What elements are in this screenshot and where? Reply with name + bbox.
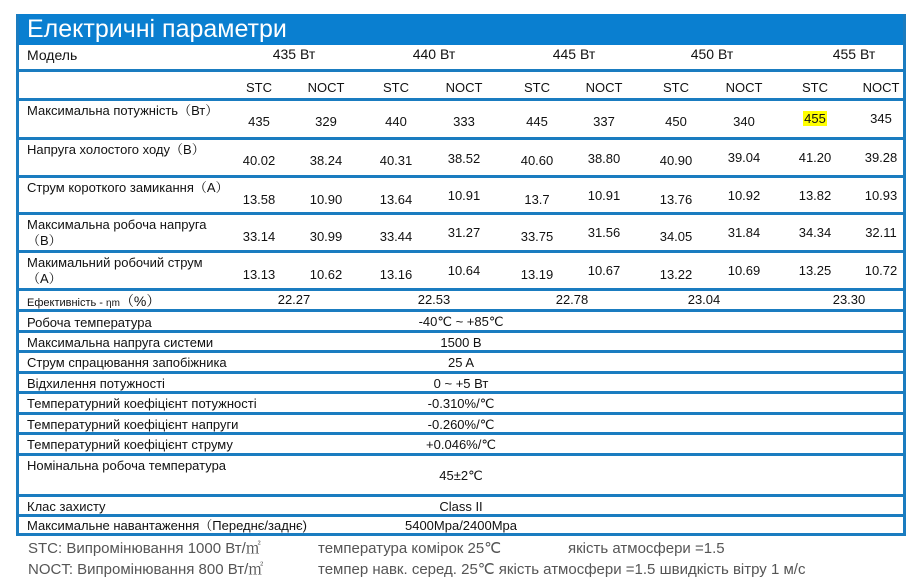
value-cell: 440 (385, 114, 407, 129)
cond-cell: NOCT (307, 80, 345, 95)
eta-symbol: ηm (106, 298, 120, 309)
value-cell: 13.16 (379, 267, 413, 282)
value-cell: 38.52 (447, 151, 481, 166)
cond-cell: STC (663, 80, 689, 95)
efficiency-value: 23.30 (832, 292, 866, 307)
value-cell: 13.76 (659, 192, 693, 207)
fuse-current-row (19, 350, 903, 371)
stc-note (28, 538, 805, 559)
value-cell: 40.31 (379, 153, 413, 168)
value-cell: 40.60 (520, 153, 554, 168)
row-value: 1500 В (440, 335, 482, 350)
value-cell: 13.64 (379, 192, 413, 207)
value-cell: 31.84 (727, 225, 761, 240)
value-cell: 13.13 (242, 267, 276, 282)
row-value: -0.260%/℃ (427, 417, 495, 432)
row-label: Максимальна потужність（Вт） (27, 103, 219, 118)
value-cell: 10.91 (447, 188, 481, 203)
value-cell: 337 (593, 114, 615, 129)
row-value: +0.046%/℃ (426, 437, 496, 452)
row-label-line2: （В） (27, 233, 62, 248)
value-cell: 32.11 (865, 225, 897, 240)
value-cell: 10.67 (587, 263, 621, 278)
efficiency-value: 22.78 (555, 292, 589, 307)
open-circuit-voltage-row (19, 137, 903, 175)
value-cell: 39.04 (727, 150, 761, 165)
operating-temperature-row (19, 309, 903, 330)
table-title: Електричні параметри (19, 14, 903, 45)
electrical-parameters-table (16, 14, 906, 536)
row-label-line1: Максимальна робоча напруга (27, 217, 207, 232)
efficiency-value: 22.27 (277, 292, 311, 307)
model-label: Модель (27, 47, 78, 63)
value-cell: 10.91 (587, 188, 621, 203)
max-operating-voltage-row (19, 212, 903, 250)
model-445: 445 Вт (552, 46, 596, 62)
row-label: Напруга холостого ходу（В） (27, 142, 205, 157)
value-cell: 34.05 (659, 229, 693, 244)
value-cell: 31.56 (587, 225, 621, 240)
conditions-row (19, 69, 903, 98)
value-cell: 33.44 (379, 229, 413, 244)
row-value: 45±2℃ (439, 468, 483, 483)
value-cell: 13.25 (798, 263, 832, 278)
noct-conditions: темпер навк. серед. 25℃ якість атмосфери =1.5 швидкість вітру 1 м/с (318, 561, 806, 578)
highlight-mark: 455 (804, 111, 826, 126)
row-label: Струм короткого замикання（A） (27, 180, 229, 195)
cond-cell: STC (383, 80, 409, 95)
efficiency-value: 23.04 (687, 292, 721, 307)
cond-cell: NOCT (445, 80, 483, 95)
row-label: Температурний коефіцієнт струму (27, 437, 233, 452)
value-cell: 13.7 (524, 192, 550, 207)
value-cell: 345 (870, 111, 892, 126)
value-cell: 450 (665, 114, 687, 129)
short-circuit-current-row (19, 175, 903, 212)
row-value: -0.310%/℃ (427, 396, 495, 411)
value-cell: 333 (453, 114, 475, 129)
efficiency-label: Ефективність - (27, 297, 107, 309)
value-cell: 445 (526, 114, 548, 129)
row-label: Клас захисту (27, 499, 106, 514)
efficiency-unit: （%） (119, 293, 161, 309)
cond-cell: STC (246, 80, 272, 95)
row-value: Class II (439, 499, 483, 514)
model-440: 440 Вт (412, 46, 456, 62)
protection-class-row (19, 494, 903, 514)
row-label: Відхилення потужності (27, 376, 165, 391)
value-cell: 13.82 (798, 188, 832, 203)
value-cell: 10.93 (864, 188, 898, 203)
value-cell: 33.75 (520, 229, 554, 244)
row-label: Струм спрацювання запобіжника (27, 355, 227, 370)
value-cell: 38.80 (587, 151, 621, 166)
model-450: 450 Вт (690, 46, 734, 62)
row-label-line2: （A） (27, 271, 62, 286)
cond-cell: STC (802, 80, 828, 95)
cond-cell: STC (524, 80, 550, 95)
model-455: 455 Вт (832, 46, 876, 62)
max-system-voltage-row (19, 330, 903, 350)
value-cell: 10.92 (727, 188, 761, 203)
power-tolerance-row (19, 371, 903, 391)
max-load-row (19, 514, 903, 533)
row-label: Робоча температура (27, 315, 152, 330)
value-cell: 340 (733, 114, 755, 129)
value-cell: 13.58 (242, 192, 276, 207)
cond-cell: NOCT (585, 80, 623, 95)
value-cell: 10.62 (309, 267, 343, 282)
stc-irradiance: STC: Випромінювання 1000 Вт/㎡ (28, 540, 261, 557)
value-cell: 33.14 (242, 229, 276, 244)
stc-cell-temp: температура комірок 25℃ (318, 540, 502, 557)
row-label: Температурний коефіцієнт потужності (27, 396, 257, 411)
row-label-line1: Макимальний робочий струм (27, 255, 203, 270)
value-cell: 40.90 (659, 153, 693, 168)
row-value: 5400Mpa/2400Mpa (404, 518, 518, 533)
model-435: 435 Вт (272, 46, 316, 62)
max-operating-current-row (19, 250, 903, 288)
row-label (27, 255, 237, 287)
temp-coeff-current-row (19, 432, 903, 453)
nominal-operating-temp-row (19, 453, 903, 494)
value-cell: 10.72 (864, 263, 898, 278)
cond-cell: NOCT (862, 80, 900, 95)
value-cell: 39.28 (864, 150, 898, 165)
max-power-row (19, 98, 903, 137)
value-cell: 40.02 (242, 153, 276, 168)
efficiency-value: 22.53 (417, 292, 451, 307)
temp-coeff-power-row (19, 391, 903, 412)
model-row (19, 45, 903, 69)
row-label: Максимальне навантаження（Переднє/заднє) (27, 518, 307, 533)
cond-cell: NOCT (725, 80, 763, 95)
value-cell: 13.22 (659, 267, 693, 282)
value-cell: 13.19 (520, 267, 554, 282)
value-cell: 31.27 (447, 225, 481, 240)
value-cell: 329 (315, 114, 337, 129)
row-label (27, 217, 237, 249)
row-label: Номінальна робоча температура (27, 458, 227, 473)
noct-irradiance: NOCT: Випромінювання 800 Вт/㎡ (28, 561, 264, 578)
row-value: 0 ~ +5 Вт (433, 376, 489, 391)
value-cell: 41.20 (798, 150, 832, 165)
highlighted-value-cell (780, 111, 850, 126)
footnotes (28, 538, 805, 580)
value-cell: 10.64 (447, 263, 481, 278)
value-cell: 10.69 (727, 263, 761, 278)
efficiency-row (19, 288, 903, 309)
value-cell: 30.99 (309, 229, 343, 244)
stc-air-mass: якість атмосфери =1.5 (568, 540, 725, 557)
noct-note (28, 559, 805, 580)
row-label: Максимальна напруга системи (27, 335, 214, 350)
row-label: Температурний коефіцієнт напруги (27, 417, 239, 432)
value-cell: 34.34 (798, 225, 832, 240)
row-value: 25 A (447, 355, 475, 370)
temp-coeff-voltage-row (19, 412, 903, 432)
value-cell: 38.24 (309, 153, 343, 168)
value-cell: 10.90 (309, 192, 343, 207)
row-value: -40℃ ~ +85℃ (418, 314, 504, 329)
value-cell: 435 (248, 114, 270, 129)
